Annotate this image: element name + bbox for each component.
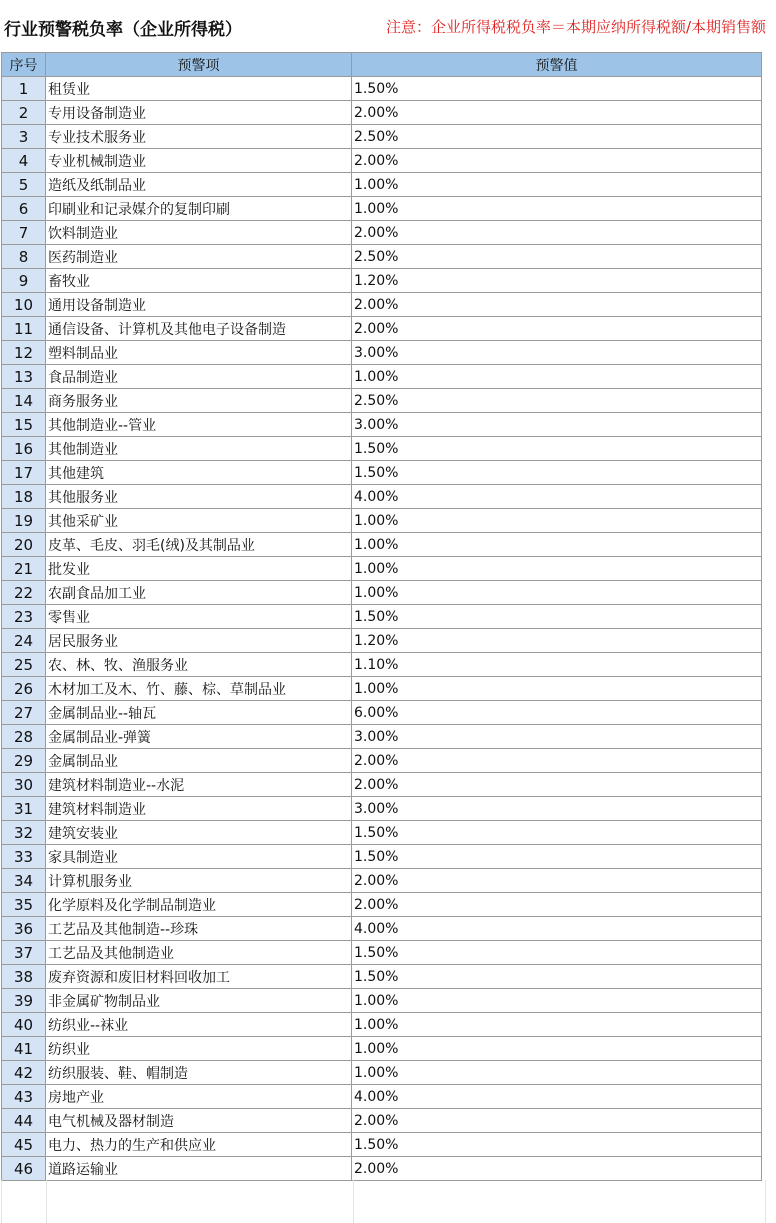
row-index[interactable]: 33 [2, 845, 46, 869]
row-item[interactable]: 其他采矿业 [46, 509, 352, 533]
row-value[interactable]: 2.00% [352, 101, 762, 125]
table-row [2, 725, 762, 749]
row-value[interactable]: 1.50% [352, 1133, 762, 1157]
row-value[interactable]: 2.00% [352, 1109, 762, 1133]
row-index[interactable]: 19 [2, 509, 46, 533]
table-row [2, 125, 762, 149]
row-value[interactable]: 1.50% [352, 941, 762, 965]
table-row [2, 365, 762, 389]
table-row [2, 77, 762, 101]
row-item[interactable]: 金属制品业--轴瓦 [46, 701, 352, 725]
table-row [2, 269, 762, 293]
row-value[interactable]: 1.00% [352, 581, 762, 605]
row-item[interactable]: 化学原料及化学制品制造业 [46, 893, 352, 917]
row-value[interactable]: 1.00% [352, 197, 762, 221]
table-row [2, 509, 762, 533]
row-value[interactable]: 2.50% [352, 245, 762, 269]
row-index[interactable]: 26 [2, 677, 46, 701]
row-item[interactable]: 医药制造业 [46, 245, 352, 269]
row-item[interactable]: 其他建筑 [46, 461, 352, 485]
row-value[interactable]: 1.50% [352, 437, 762, 461]
table-row [2, 1157, 762, 1181]
table-row [2, 101, 762, 125]
row-item[interactable]: 道路运输业 [46, 1157, 352, 1181]
row-value[interactable]: 3.00% [352, 413, 762, 437]
table-row [2, 917, 762, 941]
row-item[interactable]: 建筑材料制造业--水泥 [46, 773, 352, 797]
header-value[interactable]: 预警值 [352, 53, 762, 77]
row-index[interactable]: 37 [2, 941, 46, 965]
row-index[interactable]: 15 [2, 413, 46, 437]
header-idx[interactable]: 序号 [2, 53, 46, 77]
table-row [2, 701, 762, 725]
empty-grid-line [1, 1180, 2, 1223]
row-index[interactable]: 43 [2, 1085, 46, 1109]
table-row [2, 797, 762, 821]
table-row [2, 1037, 762, 1061]
row-item[interactable]: 其他服务业 [46, 485, 352, 509]
row-value[interactable]: 1.20% [352, 629, 762, 653]
row-value[interactable]: 1.50% [352, 461, 762, 485]
row-item[interactable]: 农、林、牧、渔服务业 [46, 653, 352, 677]
table-row [2, 1061, 762, 1085]
table-row [2, 845, 762, 869]
row-index[interactable]: 41 [2, 1037, 46, 1061]
table-row [2, 941, 762, 965]
table-row [2, 869, 762, 893]
table-row [2, 485, 762, 509]
row-index[interactable]: 30 [2, 773, 46, 797]
row-index[interactable]: 4 [2, 149, 46, 173]
table-row [2, 605, 762, 629]
table-row [2, 1013, 762, 1037]
row-value[interactable]: 2.00% [352, 749, 762, 773]
table-row [2, 1085, 762, 1109]
row-index[interactable]: 38 [2, 965, 46, 989]
row-index[interactable]: 10 [2, 293, 46, 317]
row-item[interactable]: 纺织业 [46, 1037, 352, 1061]
table-row [2, 389, 762, 413]
row-value[interactable]: 2.00% [352, 869, 762, 893]
row-value[interactable]: 1.50% [352, 821, 762, 845]
table-header-row [2, 53, 762, 77]
row-item[interactable]: 饮料制造业 [46, 221, 352, 245]
sheet-title: 行业预警税负率（企业所得税） [4, 20, 242, 40]
row-value[interactable]: 1.00% [352, 533, 762, 557]
row-value[interactable]: 3.00% [352, 725, 762, 749]
table-row [2, 437, 762, 461]
row-item[interactable]: 专业技术服务业 [46, 125, 352, 149]
table-row [2, 581, 762, 605]
row-index[interactable]: 20 [2, 533, 46, 557]
empty-grid-line [46, 1180, 47, 1223]
row-item[interactable]: 专用设备制造业 [46, 101, 352, 125]
row-item[interactable]: 纺织业--袜业 [46, 1013, 352, 1037]
table-row [2, 173, 762, 197]
row-index[interactable]: 36 [2, 917, 46, 941]
row-index[interactable]: 3 [2, 125, 46, 149]
table-row [2, 341, 762, 365]
table-row [2, 1109, 762, 1133]
row-index[interactable]: 28 [2, 725, 46, 749]
row-value[interactable]: 1.50% [352, 845, 762, 869]
table-row [2, 1133, 762, 1157]
header-item[interactable]: 预警项 [46, 53, 352, 77]
row-index[interactable]: 16 [2, 437, 46, 461]
row-index[interactable]: 23 [2, 605, 46, 629]
table-row [2, 653, 762, 677]
empty-grid-line [353, 1180, 354, 1223]
table-row [2, 893, 762, 917]
row-value[interactable]: 4.00% [352, 1085, 762, 1109]
row-index[interactable]: 24 [2, 629, 46, 653]
row-index[interactable]: 25 [2, 653, 46, 677]
row-item[interactable]: 通信设备、计算机及其他电子设备制造 [46, 317, 352, 341]
row-item[interactable]: 废弃资源和废旧材料回收加工 [46, 965, 352, 989]
row-value[interactable]: 2.00% [352, 221, 762, 245]
row-item[interactable]: 电力、热力的生产和供应业 [46, 1133, 352, 1157]
row-item[interactable]: 居民服务业 [46, 629, 352, 653]
row-value[interactable]: 1.50% [352, 77, 762, 101]
row-item[interactable]: 计算机服务业 [46, 869, 352, 893]
row-value[interactable]: 1.00% [352, 989, 762, 1013]
row-index[interactable]: 13 [2, 365, 46, 389]
row-value[interactable]: 1.00% [352, 677, 762, 701]
row-index[interactable]: 46 [2, 1157, 46, 1181]
row-item[interactable]: 印刷业和记录媒介的复制印刷 [46, 197, 352, 221]
table-row [2, 821, 762, 845]
row-item[interactable]: 金属制品业-弹簧 [46, 725, 352, 749]
row-item[interactable]: 租赁业 [46, 77, 352, 101]
row-value[interactable]: 4.00% [352, 917, 762, 941]
row-item[interactable]: 纺织服装、鞋、帽制造 [46, 1061, 352, 1085]
row-value[interactable]: 1.00% [352, 1037, 762, 1061]
row-value[interactable]: 1.00% [352, 173, 762, 197]
row-index[interactable]: 45 [2, 1133, 46, 1157]
row-value[interactable]: 1.00% [352, 509, 762, 533]
row-index[interactable]: 21 [2, 557, 46, 581]
row-value[interactable]: 2.00% [352, 317, 762, 341]
row-value[interactable]: 2.00% [352, 1157, 762, 1181]
row-index[interactable]: 8 [2, 245, 46, 269]
row-index[interactable]: 34 [2, 869, 46, 893]
row-item[interactable]: 零售业 [46, 605, 352, 629]
row-value[interactable]: 1.50% [352, 605, 762, 629]
row-value[interactable]: 1.10% [352, 653, 762, 677]
row-value[interactable]: 4.00% [352, 485, 762, 509]
row-item[interactable]: 家具制造业 [46, 845, 352, 869]
row-index[interactable]: 22 [2, 581, 46, 605]
table-row [2, 749, 762, 773]
row-value[interactable]: 2.00% [352, 893, 762, 917]
table-row [2, 773, 762, 797]
warning-rate-table [1, 52, 762, 1181]
table-row [2, 149, 762, 173]
row-index[interactable]: 7 [2, 221, 46, 245]
table-row [2, 533, 762, 557]
row-item[interactable]: 造纸及纸制品业 [46, 173, 352, 197]
table-row [2, 413, 762, 437]
row-value[interactable]: 2.50% [352, 125, 762, 149]
row-index[interactable]: 39 [2, 989, 46, 1013]
row-item[interactable]: 金属制品业 [46, 749, 352, 773]
row-item[interactable]: 塑料制品业 [46, 341, 352, 365]
table-row [2, 629, 762, 653]
row-item[interactable]: 工艺品及其他制造业 [46, 941, 352, 965]
row-item[interactable]: 畜牧业 [46, 269, 352, 293]
row-item[interactable]: 食品制造业 [46, 365, 352, 389]
row-index[interactable]: 1 [2, 77, 46, 101]
row-value[interactable]: 1.50% [352, 965, 762, 989]
row-index[interactable]: 14 [2, 389, 46, 413]
row-value[interactable]: 2.50% [352, 389, 762, 413]
row-index[interactable]: 9 [2, 269, 46, 293]
row-index[interactable]: 32 [2, 821, 46, 845]
row-item[interactable]: 其他制造业--管业 [46, 413, 352, 437]
row-item[interactable]: 建筑安装业 [46, 821, 352, 845]
row-index[interactable]: 2 [2, 101, 46, 125]
row-item[interactable]: 其他制造业 [46, 437, 352, 461]
row-value[interactable]: 2.00% [352, 149, 762, 173]
table-body [2, 77, 762, 1181]
table-row [2, 461, 762, 485]
row-item[interactable]: 专业机械制造业 [46, 149, 352, 173]
table-row [2, 317, 762, 341]
row-item[interactable]: 木材加工及木、竹、藤、棕、草制品业 [46, 677, 352, 701]
table-row [2, 677, 762, 701]
row-index[interactable]: 18 [2, 485, 46, 509]
table-row [2, 197, 762, 221]
row-item[interactable]: 皮革、毛皮、羽毛(绒)及其制品业 [46, 533, 352, 557]
table-row [2, 245, 762, 269]
row-value[interactable]: 2.00% [352, 293, 762, 317]
row-index[interactable]: 12 [2, 341, 46, 365]
row-index[interactable]: 29 [2, 749, 46, 773]
formula-note: 注意：企业所得税税负率＝本期应纳所得税额/本期销售额 [385, 18, 766, 36]
row-value[interactable]: 3.00% [352, 341, 762, 365]
row-index[interactable]: 42 [2, 1061, 46, 1085]
row-item[interactable]: 房地产业 [46, 1085, 352, 1109]
row-item[interactable]: 非金属矿物制品业 [46, 989, 352, 1013]
row-value[interactable]: 2.00% [352, 773, 762, 797]
row-index[interactable]: 6 [2, 197, 46, 221]
row-item[interactable]: 通用设备制造业 [46, 293, 352, 317]
empty-grid-line [765, 1180, 766, 1223]
row-item[interactable]: 建筑材料制造业 [46, 797, 352, 821]
table-row [2, 965, 762, 989]
row-item[interactable]: 农副食品加工业 [46, 581, 352, 605]
row-value[interactable]: 1.20% [352, 269, 762, 293]
row-index[interactable]: 17 [2, 461, 46, 485]
row-value[interactable]: 6.00% [352, 701, 762, 725]
row-value[interactable]: 1.00% [352, 557, 762, 581]
row-item[interactable]: 批发业 [46, 557, 352, 581]
row-index[interactable]: 27 [2, 701, 46, 725]
table-row [2, 989, 762, 1013]
row-item[interactable]: 电气机械及器材制造 [46, 1109, 352, 1133]
row-index[interactable]: 44 [2, 1109, 46, 1133]
row-value[interactable]: 3.00% [352, 797, 762, 821]
table-row [2, 221, 762, 245]
row-value[interactable]: 1.00% [352, 1061, 762, 1085]
row-index[interactable]: 5 [2, 173, 46, 197]
row-item[interactable]: 工艺品及其他制造--珍珠 [46, 917, 352, 941]
row-item[interactable]: 商务服务业 [46, 389, 352, 413]
row-value[interactable]: 1.00% [352, 365, 762, 389]
table-row [2, 557, 762, 581]
sheet-header [0, 0, 776, 52]
row-index[interactable]: 31 [2, 797, 46, 821]
row-value[interactable]: 1.00% [352, 1013, 762, 1037]
table-row [2, 293, 762, 317]
row-index[interactable]: 40 [2, 1013, 46, 1037]
row-index[interactable]: 11 [2, 317, 46, 341]
row-index[interactable]: 35 [2, 893, 46, 917]
